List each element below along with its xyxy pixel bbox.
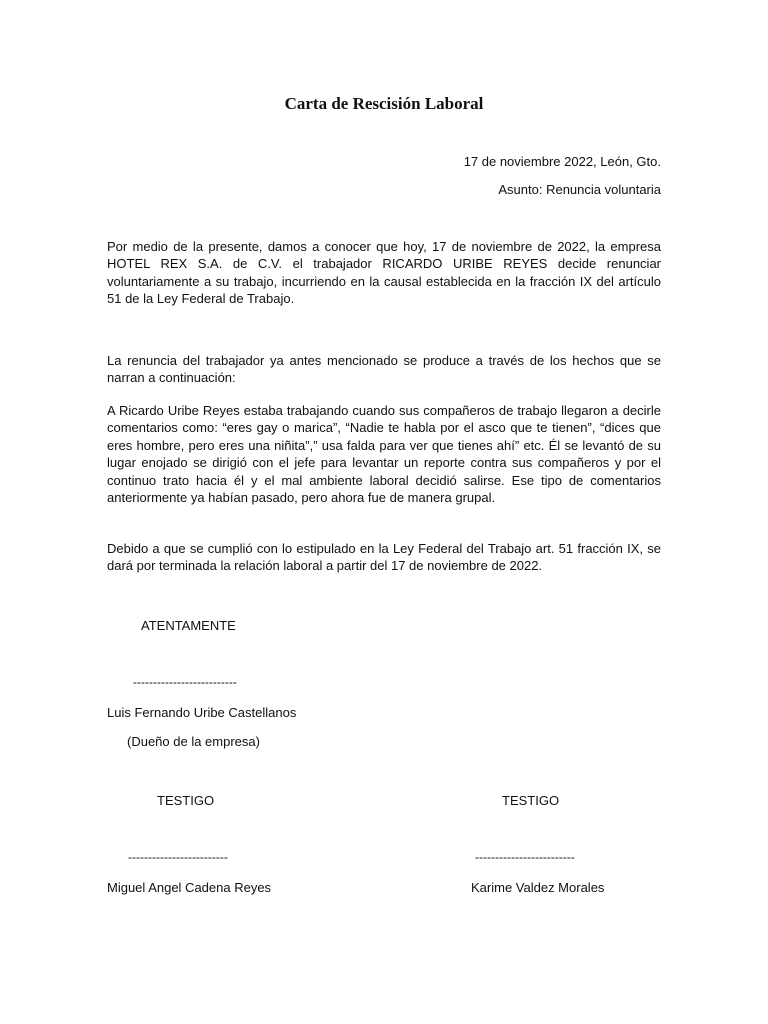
witness-line-left: ------------------------- — [128, 850, 228, 864]
paragraph-conclusion: Debido a que se cumplió con lo estipulado en la Ley Federal del Trabajo art. 51 fracción IX, se dará por terminada la relación laboral a partir del 17 de noviembre de 2022. — [107, 541, 661, 574]
subject-line: Asunto: Renuncia voluntaria — [498, 182, 661, 197]
witness-name-left: Miguel Angel Cadena Reyes — [107, 880, 272, 895]
signer-name: Luis Fernando Uribe Castellanos — [107, 705, 297, 720]
date-line: 17 de noviembre 2022, León, Gto. — [463, 154, 661, 169]
witness-label-left: TESTIGO — [157, 793, 215, 808]
witness-line-right: ------------------------- — [475, 850, 575, 864]
closing-text: ATENTAMENTE — [141, 618, 236, 633]
paragraph-facts-intro: La renuncia del trabajador ya antes mencionado se produce a través de los hechos que se narran a continuación: — [107, 353, 661, 386]
witness-name-right: Karime Valdez Morales — [471, 880, 605, 895]
paragraph-facts: A Ricardo Uribe Reyes estaba trabajando cuando sus compañeros de trabajo llegaron a decirle comentarios como: “eres gay o marica”, “Nadie te habla por el asco que te tienen”, “dices que eres hombre, pero eres una niñita”,” usa falda para ver que tienes ahí” etc. Él se levantó de su lugar enojado se dirigió con el jefe para levantar un reporte contra sus compañeros y por el continuo trato hacia él y el mal ambiente laboral decidió salirse. Ese tipo de comentarios anteriormente ya habían pasado, pero ahora fue de manera grupal. — [107, 403, 661, 506]
signer-role: (Dueño de la empresa) — [127, 734, 260, 749]
paragraph-intro: Por medio de la presente, damos a conocer que hoy, 17 de noviembre de 2022, la empresa HOTEL REX S.A. de C.V. el trabajador RICARDO URIBE REYES decide renunciar voluntariamente a su trabajo, incurriendo en la causal establecida en la fracción IX del artículo 51 de la Ley Federal de Trabajo. — [107, 239, 661, 307]
letter-title: Carta de Rescisión Laboral — [284, 94, 484, 113]
witness-label-right: TESTIGO — [502, 793, 560, 808]
signature-line: -------------------------- — [133, 675, 237, 689]
